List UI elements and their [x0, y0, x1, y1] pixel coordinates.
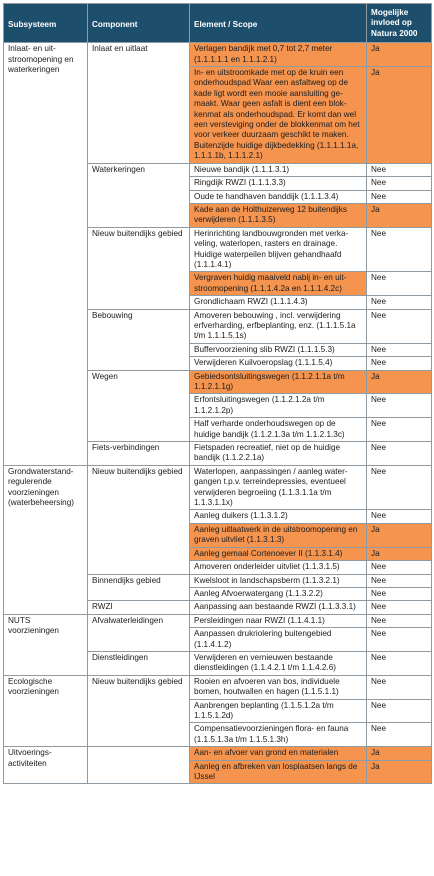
impact-cell: Ja — [367, 747, 432, 760]
element-cell: Nieuwe bandijk (1.1.1.3.1) — [190, 163, 367, 176]
subsysteem-cell: Grondwaterstand-regulerende voorzieningen (waterbeheersing) — [4, 465, 88, 614]
impact-cell: Nee — [367, 343, 432, 356]
element-cell: Waterlopen, aanpassingen / aanleg water-gangen t.p.v. terreindepressies, eventueel verwijderen begroeiing (1.1.3.1.1a t/m 1.1.3.1.1x) — [190, 465, 367, 510]
impact-cell: Nee — [367, 465, 432, 510]
element-cell: Grondlichaam RWZI (1.1.1.4.3) — [190, 296, 367, 309]
element-cell: Aanleg uitlaatwerk in de uitstroomopening en graven uitvliet (1.1.3.1.3) — [190, 523, 367, 547]
element-cell: Gebiedsontsluitingswegen (1.1.2.1.1a t/m 1.1.2.1.1g) — [190, 370, 367, 394]
component-cell: RWZI — [88, 601, 190, 614]
impact-cell: Nee — [367, 227, 432, 272]
impact-cell: Nee — [367, 587, 432, 600]
element-cell: Aanpassing aan bestaande RWZI (1.1.3.3.1) — [190, 601, 367, 614]
impact-cell: Nee — [367, 699, 432, 723]
impact-cell: Nee — [367, 561, 432, 574]
impact-cell: Nee — [367, 628, 432, 652]
table-row — [4, 43, 432, 67]
element-cell: Half verharde onderhoudswegen op de huidige bandijk (1.1.2.1.3a t/m 1.1.2.1.3c) — [190, 418, 367, 442]
element-cell: Rooien en afvoeren van bos, individuele bomen, houtwallen en hagen (1.1.5.1.1) — [190, 675, 367, 699]
component-cell: Inlaat en uitlaat — [88, 43, 190, 163]
table-row — [4, 747, 432, 760]
component-cell: Dienstleidingen — [88, 651, 190, 675]
component-cell: Bebouwing — [88, 309, 190, 370]
table-row — [4, 675, 432, 699]
element-cell: Verwijderen en vernieuwen bestaande dienstleidingen (1.1.4.2.1 t/m 1.1.4.2.6) — [190, 651, 367, 675]
element-cell: Aanleg Afvoerwatergang (1.1.3.2.2) — [190, 587, 367, 600]
impact-cell: Nee — [367, 675, 432, 699]
subsysteem-cell: Uitvoerings-activiteiten — [4, 747, 88, 784]
element-cell: Kwelsloot in landschapsberm (1.1.3.2.1) — [190, 574, 367, 587]
impact-cell: Nee — [367, 442, 432, 466]
component-cell: Fiets-verbindingen — [88, 442, 190, 466]
element-cell: Aanleg en afbreken van losplaatsen langs de IJssel — [190, 760, 367, 784]
element-cell: Aanleg gemaal Cortenoever II (1.1.3.1.4) — [190, 547, 367, 560]
component-cell: Nieuw buitendijks gebied — [88, 675, 190, 746]
impact-cell: Ja — [367, 67, 432, 164]
component-cell: Binnendijks gebied — [88, 574, 190, 601]
element-cell: Ringdijk RWZI (1.1.1.3.3) — [190, 177, 367, 190]
header-row — [4, 4, 432, 43]
impact-cell: Nee — [367, 190, 432, 203]
header-component: Component — [88, 4, 190, 43]
impact-cell: Nee — [367, 574, 432, 587]
impact-cell: Nee — [367, 614, 432, 627]
impact-cell: Nee — [367, 418, 432, 442]
element-cell: Compensatievoorzieningen flora- en fauna (1.1.5.1.3a t/m 1.1.5.1.3h) — [190, 723, 367, 747]
impact-cell: Nee — [367, 651, 432, 675]
element-cell: Aan- en afvoer van grond en materialen — [190, 747, 367, 760]
impact-cell: Nee — [367, 296, 432, 309]
element-cell: Persleidingen naar RWZI (1.1.4.1.1) — [190, 614, 367, 627]
impact-cell: Ja — [367, 760, 432, 784]
impact-cell: Nee — [367, 309, 432, 343]
subsysteem-cell: Inlaat- en uit-stroomopening en waterkeringen — [4, 43, 88, 466]
header-element: Element / Scope — [190, 4, 367, 43]
element-cell: Herinrichting landbouwgronden met verka-veling, waterlopen, rasters en drainage. Huidige waterpeilen blijven gehandhaafd (1.1.1.4.1) — [190, 227, 367, 272]
component-cell: Wegen — [88, 370, 190, 441]
subsysteem-cell: Ecologische voorzieningen — [4, 675, 88, 746]
impact-cell: Nee — [367, 357, 432, 370]
impact-cell: Ja — [367, 43, 432, 67]
impact-cell: Nee — [367, 723, 432, 747]
element-cell: Amoveren onderleider uitvliet (1.1.3.1.5) — [190, 561, 367, 574]
header-subsysteem: Subsysteem — [4, 4, 88, 43]
header-invloed: Mogelijke invloed op Natura 2000 — [367, 4, 432, 43]
component-cell: Nieuw buitendijks gebied — [88, 227, 190, 309]
subsysteem-cell: NUTS voorzieningen — [4, 614, 88, 675]
impact-cell: Nee — [367, 272, 432, 296]
component-cell: Waterkeringen — [88, 163, 190, 227]
element-cell: Aanleg duikers (1.1.3.1.2) — [190, 510, 367, 523]
impact-cell: Nee — [367, 394, 432, 418]
table-row — [4, 465, 432, 510]
element-cell: Vergraven huidig maaiveld nabij in- en uit-stroomopening (1.1.1.4.2a en 1.1.1.4.2c) — [190, 272, 367, 296]
element-cell: Buffervoorziening slib RWZI (1.1.1.5.3) — [190, 343, 367, 356]
element-cell: Fietspaden recreatief, niet op de huidige bandijk (1.1.2.2.1a) — [190, 442, 367, 466]
impact-cell: Nee — [367, 601, 432, 614]
impact-cell: Nee — [367, 163, 432, 176]
element-cell: In- en uitstroomkade met op de kruin een onderhoudspad Waar een asfaltweg op de kade ligt wordt een mooie aansluiting ge-maakt. Waar geen asfalt is dient een blok-kenmat als onderhoudspad. Er komt dan wel een versteviging onder de blokkenmat om het voor verkeer duurzaam geschikt te maken. Buitenzijde huidige dijkbedekking (1.1.1.1.1a, 1.1.1.1b, 1.1.1.2.1) — [190, 67, 367, 164]
component-cell — [88, 747, 190, 784]
impact-cell: Ja — [367, 547, 432, 560]
impact-cell: Nee — [367, 177, 432, 190]
impact-cell: Nee — [367, 510, 432, 523]
element-cell: Kade aan de Holthuizerweg 12 buitendijks verwijderen (1.1.1.3.5) — [190, 203, 367, 227]
element-cell: Aanbrengen beplanting (1.1.5.1.2a t/m 1.1.5.1.2d) — [190, 699, 367, 723]
table-row — [4, 614, 432, 627]
impact-cell: Ja — [367, 370, 432, 394]
element-cell: Aanpassen drukriolering buitengebied (1.1.4.1.2) — [190, 628, 367, 652]
element-cell: Verlagen bandijk met 0,7 tot 2,7 meter (1.1.1.1.1 en 1.1.1.2.1) — [190, 43, 367, 67]
element-cell: Oude te handhaven banddijk (1.1.1.3.4) — [190, 190, 367, 203]
element-cell: Amoveren bebouwing , incl. verwijdering erfverharding, erfbeplanting, enz. (1.1.1.5.1a t/m 1.1.1.5.1s) — [190, 309, 367, 343]
component-cell: Nieuw buitendijks gebied — [88, 465, 190, 574]
impact-cell: Ja — [367, 203, 432, 227]
element-cell: Verwijderen Kuilvoeropslag (1.1.1.5.4) — [190, 357, 367, 370]
impact-cell: Ja — [367, 523, 432, 547]
component-cell: Afvalwaterleidingen — [88, 614, 190, 651]
natura-impact-table — [3, 3, 432, 784]
element-cell: Erfontsluitingswegen (1.1.2.1.2a t/m 1.1.2.1.2p) — [190, 394, 367, 418]
